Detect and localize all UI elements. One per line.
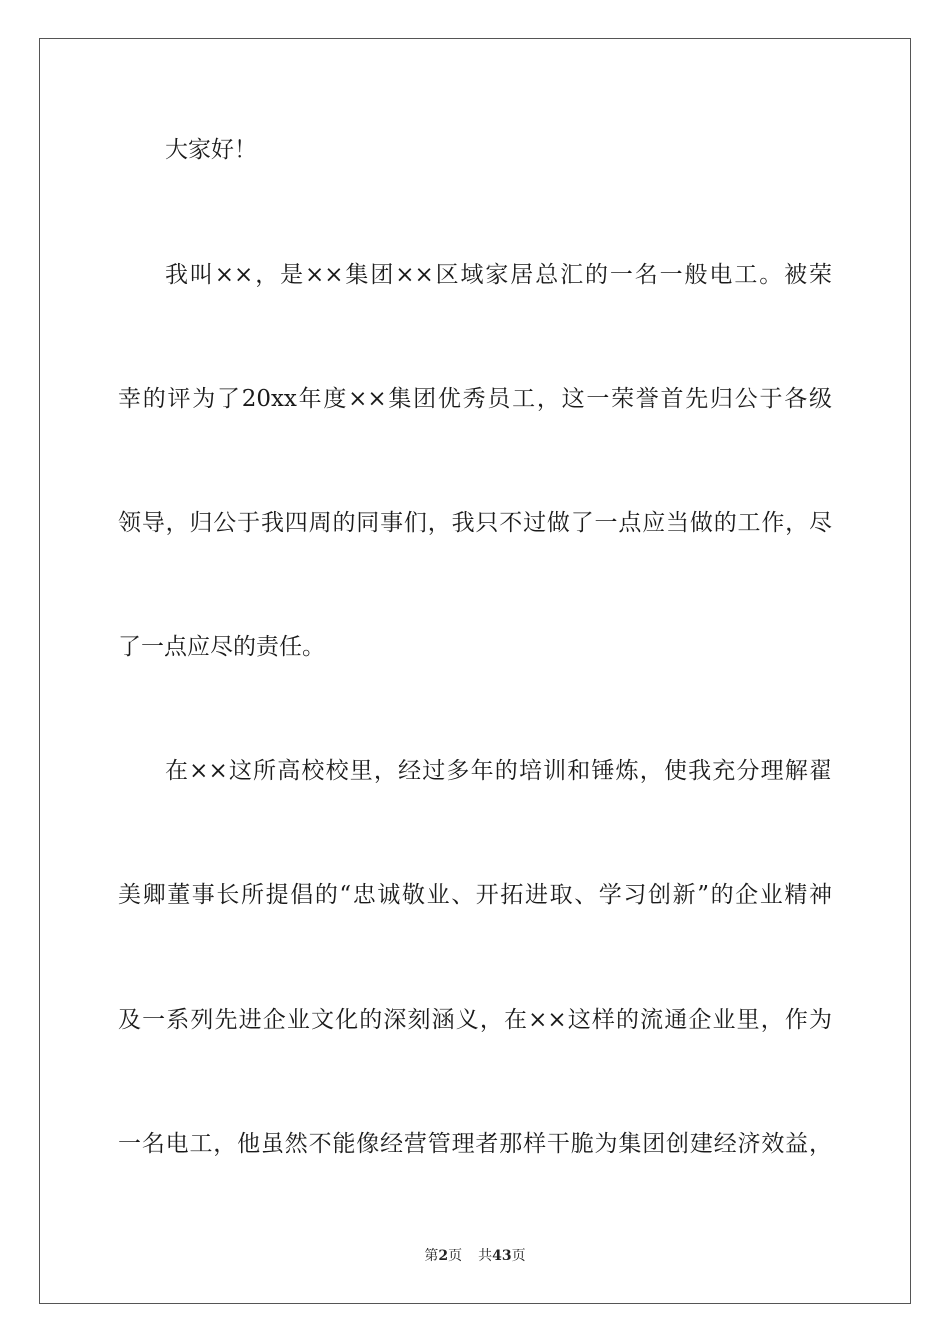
text-line: 幸的评为了20xx年度××集团优秀员工，这一荣誉首先归公于各级	[118, 386, 832, 412]
text-line: 我叫××，是××集团××区域家居总汇的一名一般电工。被荣	[165, 262, 832, 288]
text-line: 在××这所高校校里，经过多年的培训和锤炼，使我充分理解翟	[165, 758, 832, 784]
footer-prefix: 第	[424, 1248, 439, 1264]
text-line-greeting: 大家好！	[165, 137, 257, 163]
text-line: 了一点应尽的责任。	[118, 634, 325, 660]
text-line: 一名电工，他虽然不能像经营管理者那样干脆为集团创建经济效益，	[118, 1131, 832, 1157]
page-frame	[39, 38, 911, 1304]
page-footer	[0, 1246, 950, 1266]
footer-total-pages: 43	[492, 1248, 512, 1264]
text-line: 领导，归公于我四周的同事们，我只不过做了一点应当做的工作，尽	[118, 510, 832, 536]
text-line: 美卿董事长所提倡的“忠诚敬业、开拓进取、学习创新”的企业精神	[118, 882, 832, 908]
footer-page-suffix: 页	[448, 1248, 463, 1264]
footer-total-prefix: 共	[478, 1248, 493, 1264]
footer-total-suffix: 页	[511, 1248, 526, 1264]
text-line: 及一系列先进企业文化的深刻涵义，在××这样的流通企业里，作为	[118, 1007, 832, 1033]
footer-page-number: 2	[438, 1248, 449, 1264]
